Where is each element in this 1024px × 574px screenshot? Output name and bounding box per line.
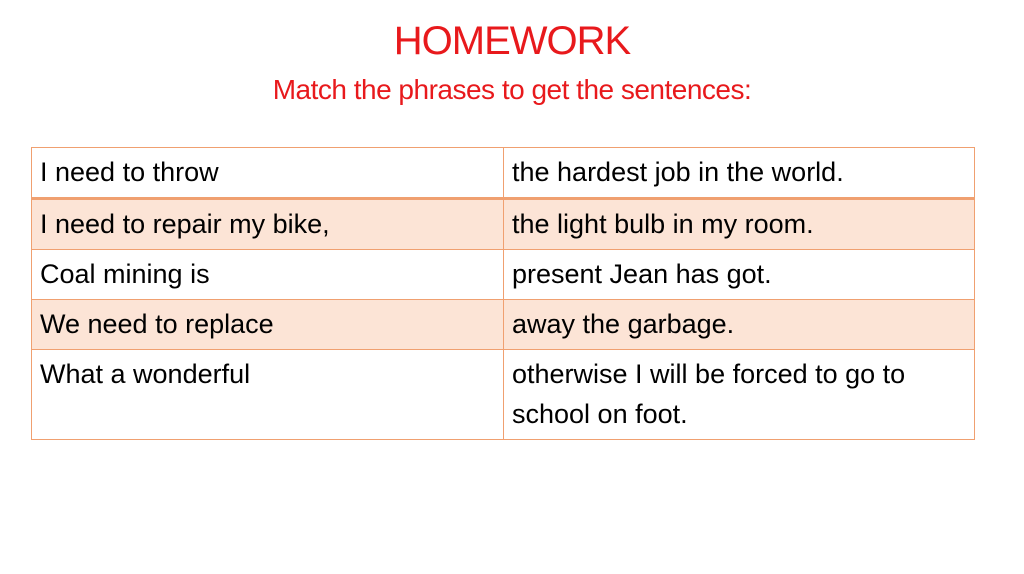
slide-subtitle: Match the phrases to get the sentences: bbox=[272, 74, 752, 105]
slide-title: HOMEWORK bbox=[393, 19, 631, 63]
phrase-start-cell: What a wonderful bbox=[32, 350, 504, 440]
phrase-end-cell: away the garbage. bbox=[504, 300, 975, 350]
table-row bbox=[32, 199, 975, 250]
phrase-end-cell: the light bulb in my room. bbox=[504, 199, 975, 250]
phrase-end-cell: the hardest job in the world. bbox=[504, 148, 975, 199]
phrase-start-cell: I need to throw bbox=[32, 148, 504, 199]
phrase-end-cell: otherwise I will be forced to go to school on foot. bbox=[504, 350, 975, 440]
phrase-end-cell: present Jean has got. bbox=[504, 250, 975, 300]
phrase-start-cell: I need to repair my bike, bbox=[32, 199, 504, 250]
table-row bbox=[32, 350, 975, 440]
phrase-start-cell: We need to replace bbox=[32, 300, 504, 350]
table-row bbox=[32, 300, 975, 350]
table-row bbox=[32, 250, 975, 300]
matching-table bbox=[31, 147, 975, 440]
phrase-start-cell: Coal mining is bbox=[32, 250, 504, 300]
table-row bbox=[32, 148, 975, 199]
